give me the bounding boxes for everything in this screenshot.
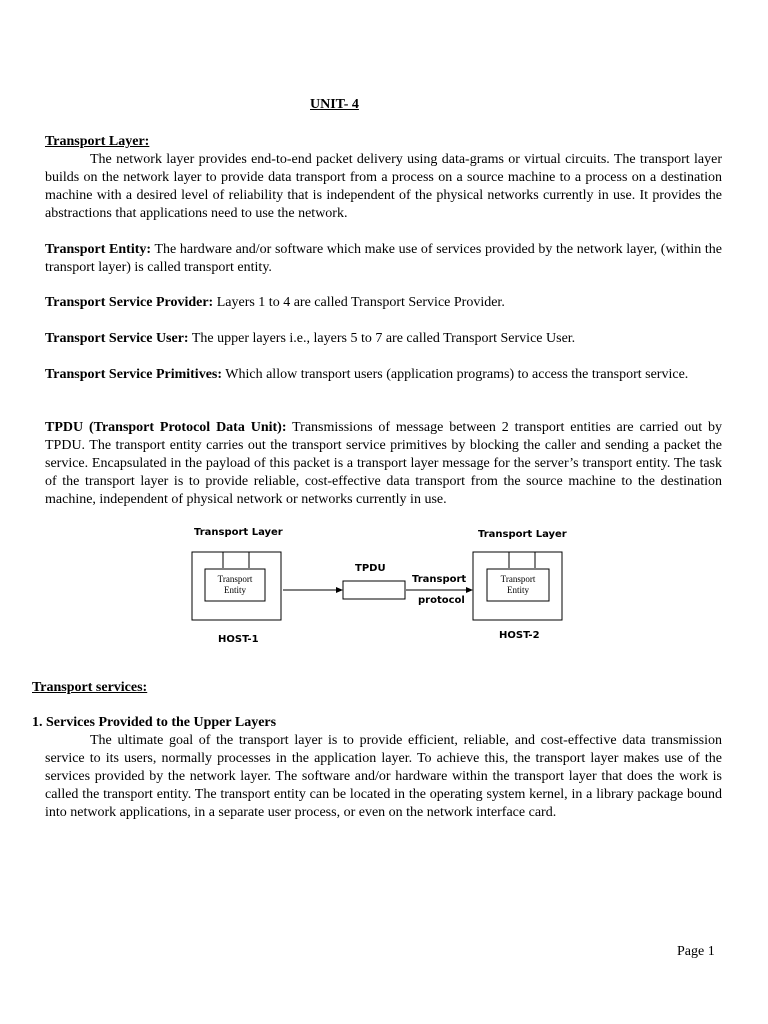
service-provider-paragraph: [45, 294, 722, 312]
right-layer-label: Transport Layer: [478, 529, 567, 540]
upper-layers-paragraph: [45, 732, 722, 822]
transport-layer-heading: [45, 133, 722, 151]
upper-layers-heading-text: 1. Services Provided to the Upper Layers: [32, 715, 277, 730]
transport-services-heading: [32, 679, 709, 697]
arrow-to-tpdu-head: [336, 587, 343, 593]
transport-entity-term: Transport Entity:: [45, 242, 152, 257]
transport-layer-paragraph: [45, 151, 722, 223]
upper-layers-body: The ultimate goal of the transport layer is to provide efficient, reliable, and cost-effective data transmission service to its users, normally processes in the application layer. To achieve this, the transport layer makes use of the services provided by the network layer. The software and/or hardware within the transport layer that does the work is called the transport entity. The transport entity can be located in the operating system kernel, in a library package bound into network applications, in a separate user process, or even on the network interface card.: [45, 733, 722, 820]
service-user-paragraph: [45, 330, 722, 348]
host1-entity-line2: Entity: [224, 585, 246, 595]
service-primitives-paragraph: [45, 366, 700, 384]
service-primitives-body: Which allow transport users (application programs) to access the transport service.: [222, 367, 689, 382]
service-user-term: Transport Service User:: [45, 331, 189, 346]
upper-layers-heading: [32, 714, 709, 732]
tpdu-body: Transmissions of message between 2 transport entities are carried out by TPDU. The transport entity carries out the transport service primitives by blocking the caller and sending a packet the service. Encapsulated in the payload of this packet is a transport layer message for the server’s transport entity. The task of the transport layer is to provide reliable, cost-effective data transport from the source machine to the destination machine, independent of physical network or networks currently in use.: [45, 420, 722, 507]
host2-entity-line2: Entity: [507, 585, 529, 595]
transport-entity-paragraph: [45, 241, 722, 277]
service-provider-term: Transport Service Provider:: [45, 295, 214, 310]
host1-label: HOST-1: [218, 634, 259, 645]
transport-entity-body: The hardware and/or software which make use of services provided by the network layer, (within the transport layer) is called transport entity.: [45, 242, 722, 275]
transport-protocol-line2: protocol: [418, 595, 465, 606]
page-number: Page 1: [677, 944, 715, 959]
tpdu-label: TPDU: [355, 563, 386, 574]
host2-label: HOST-2: [499, 630, 540, 641]
service-provider-body: Layers 1 to 4 are called Transport Service Provider.: [213, 295, 505, 310]
arrow-to-host2-head: [466, 587, 473, 593]
tpdu-term: TPDU (Transport Protocol Data Unit):: [45, 420, 287, 435]
service-user-body: The upper layers i.e., layers 5 to 7 are called Transport Service User.: [188, 331, 576, 346]
page-title: UNIT- 4: [310, 97, 359, 112]
transport-layer-body: The network layer provides end-to-end packet delivery using data-grams or virtual circuits. The transport layer builds on the network layer to provide data transport from a process on a source machine to a process on a destination machine with a desired level of reliability that is independent of the physical networks currently in use. It provides the abstractions that applications need to use the network.: [45, 152, 722, 221]
transport-layer-diagram: [180, 518, 580, 648]
transport-protocol-line1: Transport: [412, 574, 467, 585]
service-primitives-term: Transport Service Primitives:: [45, 367, 223, 382]
tpdu-paragraph: [45, 419, 722, 509]
host1-entity-line1: Transport: [217, 574, 253, 584]
host2-entity-line1: Transport: [500, 574, 536, 584]
tpdu-box: [343, 581, 405, 599]
transport-services-heading-text: Transport services:: [32, 680, 148, 695]
transport-layer-heading-text: Transport Layer:: [45, 134, 150, 149]
left-layer-label: Transport Layer: [194, 527, 283, 538]
